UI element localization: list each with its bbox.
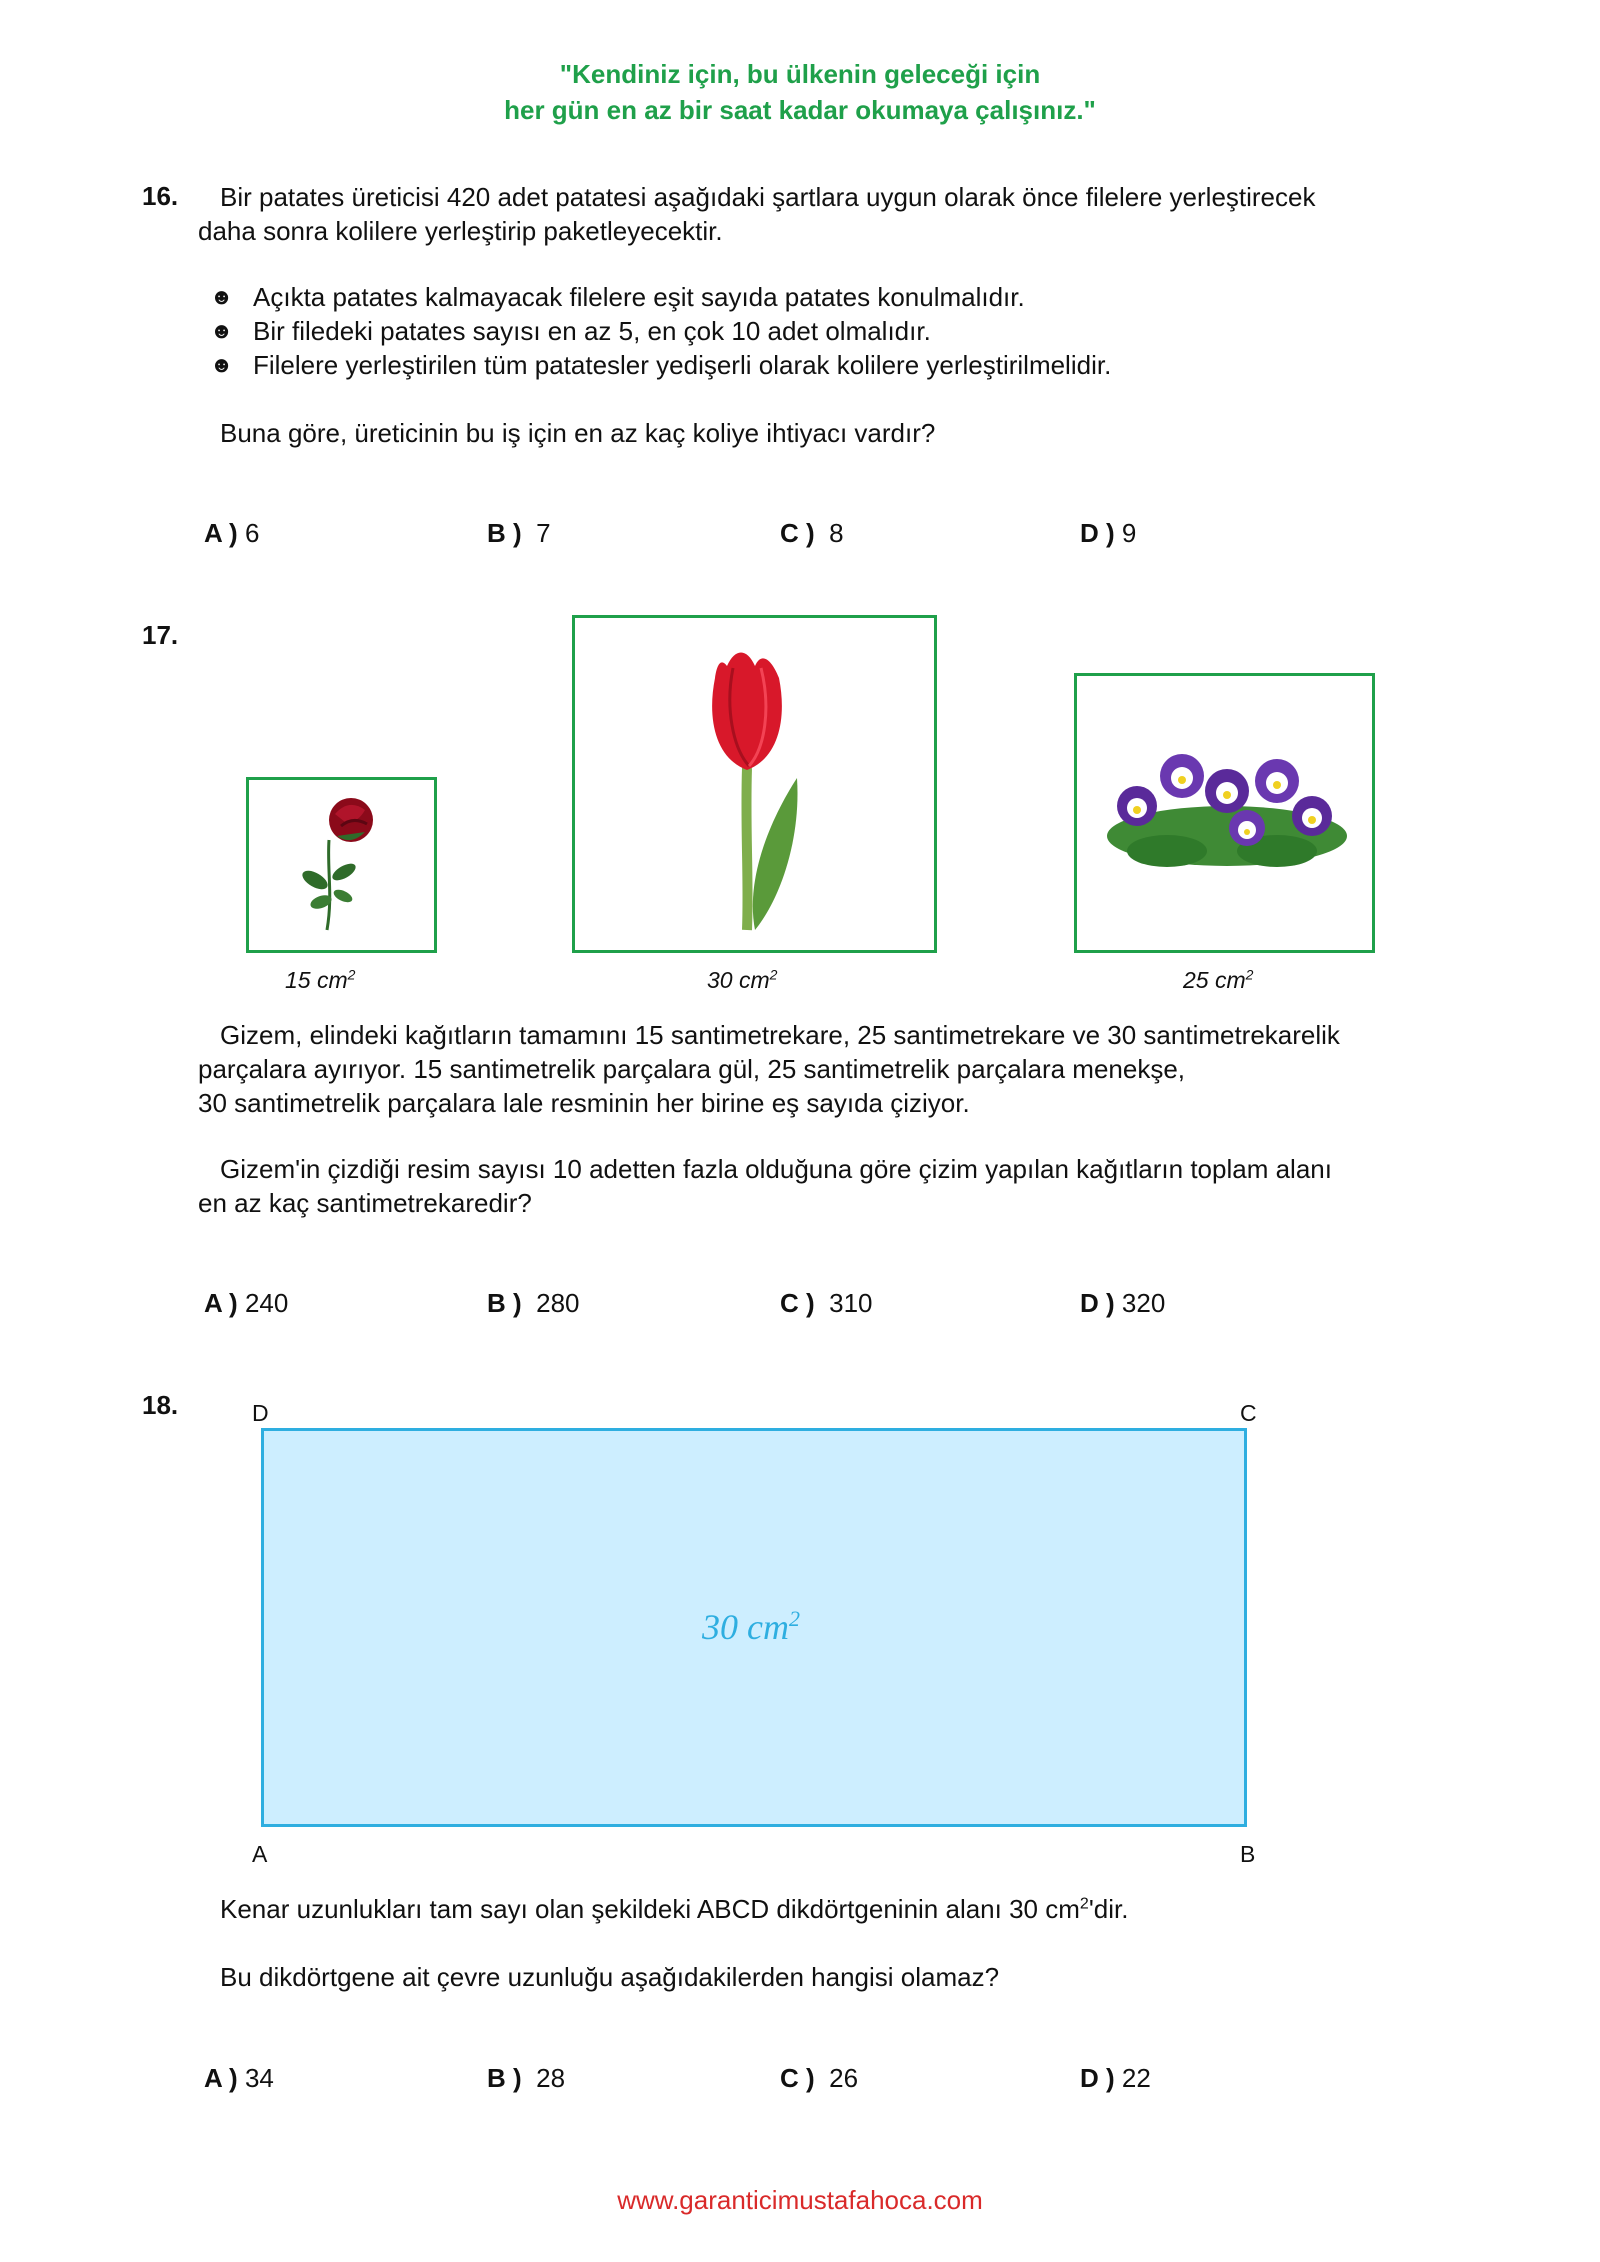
option-value: 34 bbox=[244, 2063, 274, 2093]
corner-label-c: C bbox=[1240, 1400, 1257, 1426]
question-17-para2-line-1: Gizem'in çizdiği resim sayısı 10 adetten fazla olduğuna göre çizim yapılan kağıtların toplam alanı bbox=[220, 1154, 1332, 1184]
option-label: B ) bbox=[487, 2063, 522, 2093]
question-16-text-line-2: daha sonra kolilere yerleştirip paketleyecektir. bbox=[198, 216, 723, 246]
exponent: 2 bbox=[1245, 966, 1254, 983]
tulip-figure-frame bbox=[572, 615, 937, 953]
pansy-area-label bbox=[1183, 967, 1253, 994]
question-16-text-line-1: Bir patates üreticisi 420 adet patatesi aşağıdaki şartlara uygun olarak önce filelere yerleştirecek bbox=[220, 182, 1316, 212]
question-16-option-d[interactable] bbox=[1080, 518, 1136, 549]
question-17-option-a[interactable] bbox=[204, 1288, 288, 1319]
option-value: 240 bbox=[244, 1288, 289, 1318]
question-18-text bbox=[220, 1892, 1128, 1926]
corner-label-d: D bbox=[252, 1400, 269, 1426]
option-label: C ) bbox=[780, 1288, 815, 1318]
tulip-icon bbox=[575, 618, 934, 950]
question-16-option-c[interactable] bbox=[780, 518, 844, 549]
area-text: 30 cm bbox=[702, 1607, 789, 1647]
option-value: 9 bbox=[1121, 518, 1137, 548]
corner-label-a: A bbox=[252, 1841, 268, 1867]
pansy-figure-frame bbox=[1074, 673, 1375, 953]
question-17-number: 17. bbox=[142, 620, 179, 650]
exponent: 2 bbox=[769, 966, 778, 983]
option-label: B ) bbox=[487, 1288, 522, 1318]
option-value: 28 bbox=[536, 2063, 566, 2093]
motto-line-2: her gün en az bir saat kadar okumaya çalışınız." bbox=[504, 95, 1096, 125]
option-label: B ) bbox=[487, 518, 522, 548]
question-16-option-a[interactable] bbox=[204, 518, 259, 549]
question-18-number: 18. bbox=[142, 1390, 179, 1420]
option-value: 8 bbox=[829, 518, 844, 548]
option-label: D ) bbox=[1080, 2063, 1115, 2093]
option-label: A ) bbox=[204, 2063, 238, 2093]
option-value: 280 bbox=[536, 1288, 580, 1318]
option-value: 310 bbox=[829, 1288, 873, 1318]
question-17-para1-line-1: Gizem, elindeki kağıtların tamamını 15 santimetrekare, 25 santimetrekare ve 30 santimetrekarelik bbox=[220, 1020, 1340, 1050]
question-18-question: Bu dikdörtgene ait çevre uzunluğu aşağıdakilerden hangisi olamaz? bbox=[220, 1962, 1000, 1992]
question-17-para2-line-2: en az kaç santimetrekaredir? bbox=[198, 1188, 532, 1218]
option-value: 26 bbox=[829, 2063, 859, 2093]
question-18-option-a[interactable] bbox=[204, 2063, 274, 2094]
question-17-para1-line-2: parçalara ayırıyor. 15 santimetrelik parçalara gül, 25 santimetrelik parçalara menekşe, bbox=[198, 1054, 1186, 1084]
exponent: 2 bbox=[788, 1606, 800, 1631]
question-16-bullet-2: Bir filedeki patates sayısı en az 5, en çok 10 adet olmalıdır. bbox=[253, 316, 931, 346]
option-label: D ) bbox=[1080, 518, 1115, 548]
rose-area-label bbox=[285, 967, 355, 994]
question-16-bullet-1: Açıkta patates kalmayacak filelere eşit sayıda patates konulmalıdır. bbox=[253, 282, 1025, 312]
footer-website-link[interactable]: www.garanticimustafahoca.com bbox=[617, 2185, 983, 2215]
question-16-option-b[interactable] bbox=[487, 518, 551, 549]
option-label: A ) bbox=[204, 1288, 238, 1318]
option-value: 320 bbox=[1121, 1288, 1166, 1318]
smiley-icon: ☻ bbox=[210, 284, 234, 309]
rose-figure-frame bbox=[246, 777, 437, 953]
question-16-bullet-3: Filelere yerleştirilen tüm patatesler yedişerli olarak kolilere yerleştirilmelidir. bbox=[253, 350, 1112, 380]
tulip-area-label bbox=[707, 967, 777, 994]
question-18-option-c[interactable] bbox=[780, 2063, 858, 2094]
area-text: 15 cm bbox=[285, 967, 348, 993]
area-text: 30 cm bbox=[707, 967, 770, 993]
question-17-option-d[interactable] bbox=[1080, 1288, 1165, 1319]
question-16-question: Buna göre, üreticinin bu iş için en az kaç koliye ihtiyacı vardır? bbox=[220, 418, 936, 448]
option-label: C ) bbox=[780, 518, 815, 548]
smiley-icon: ☻ bbox=[210, 352, 234, 377]
question-18-option-b[interactable] bbox=[487, 2063, 565, 2094]
option-value: 6 bbox=[244, 518, 260, 548]
option-label: D ) bbox=[1080, 1288, 1115, 1318]
question-17-para1-line-3: 30 santimetrelik parçalara lale resminin her birine eş sayıda çiziyor. bbox=[198, 1088, 970, 1118]
text-main: Kenar uzunlukları tam sayı olan şekildeki ABCD dikdörtgeninin alanı 30 cm bbox=[220, 1894, 1080, 1924]
option-value: 22 bbox=[1121, 2063, 1151, 2093]
text-tail: 'dir. bbox=[1088, 1894, 1129, 1924]
option-label: C ) bbox=[780, 2063, 815, 2093]
area-text: 25 cm bbox=[1183, 967, 1246, 993]
option-value: 7 bbox=[536, 518, 551, 548]
question-17-option-b[interactable] bbox=[487, 1288, 580, 1319]
pansy-icon bbox=[1077, 676, 1372, 950]
corner-label-b: B bbox=[1240, 1841, 1256, 1867]
exponent: 2 bbox=[1079, 1895, 1089, 1913]
motto-line-1: "Kendiniz için, bu ülkenin geleceği için bbox=[559, 59, 1041, 89]
smiley-icon: ☻ bbox=[210, 318, 234, 343]
question-17-option-c[interactable] bbox=[780, 1288, 873, 1319]
question-16-number: 16. bbox=[142, 181, 179, 211]
option-label: A ) bbox=[204, 518, 238, 548]
question-18-option-d[interactable] bbox=[1080, 2063, 1151, 2094]
exponent: 2 bbox=[347, 966, 356, 983]
rectangle-area-label bbox=[702, 1606, 800, 1648]
rose-icon bbox=[249, 780, 434, 950]
